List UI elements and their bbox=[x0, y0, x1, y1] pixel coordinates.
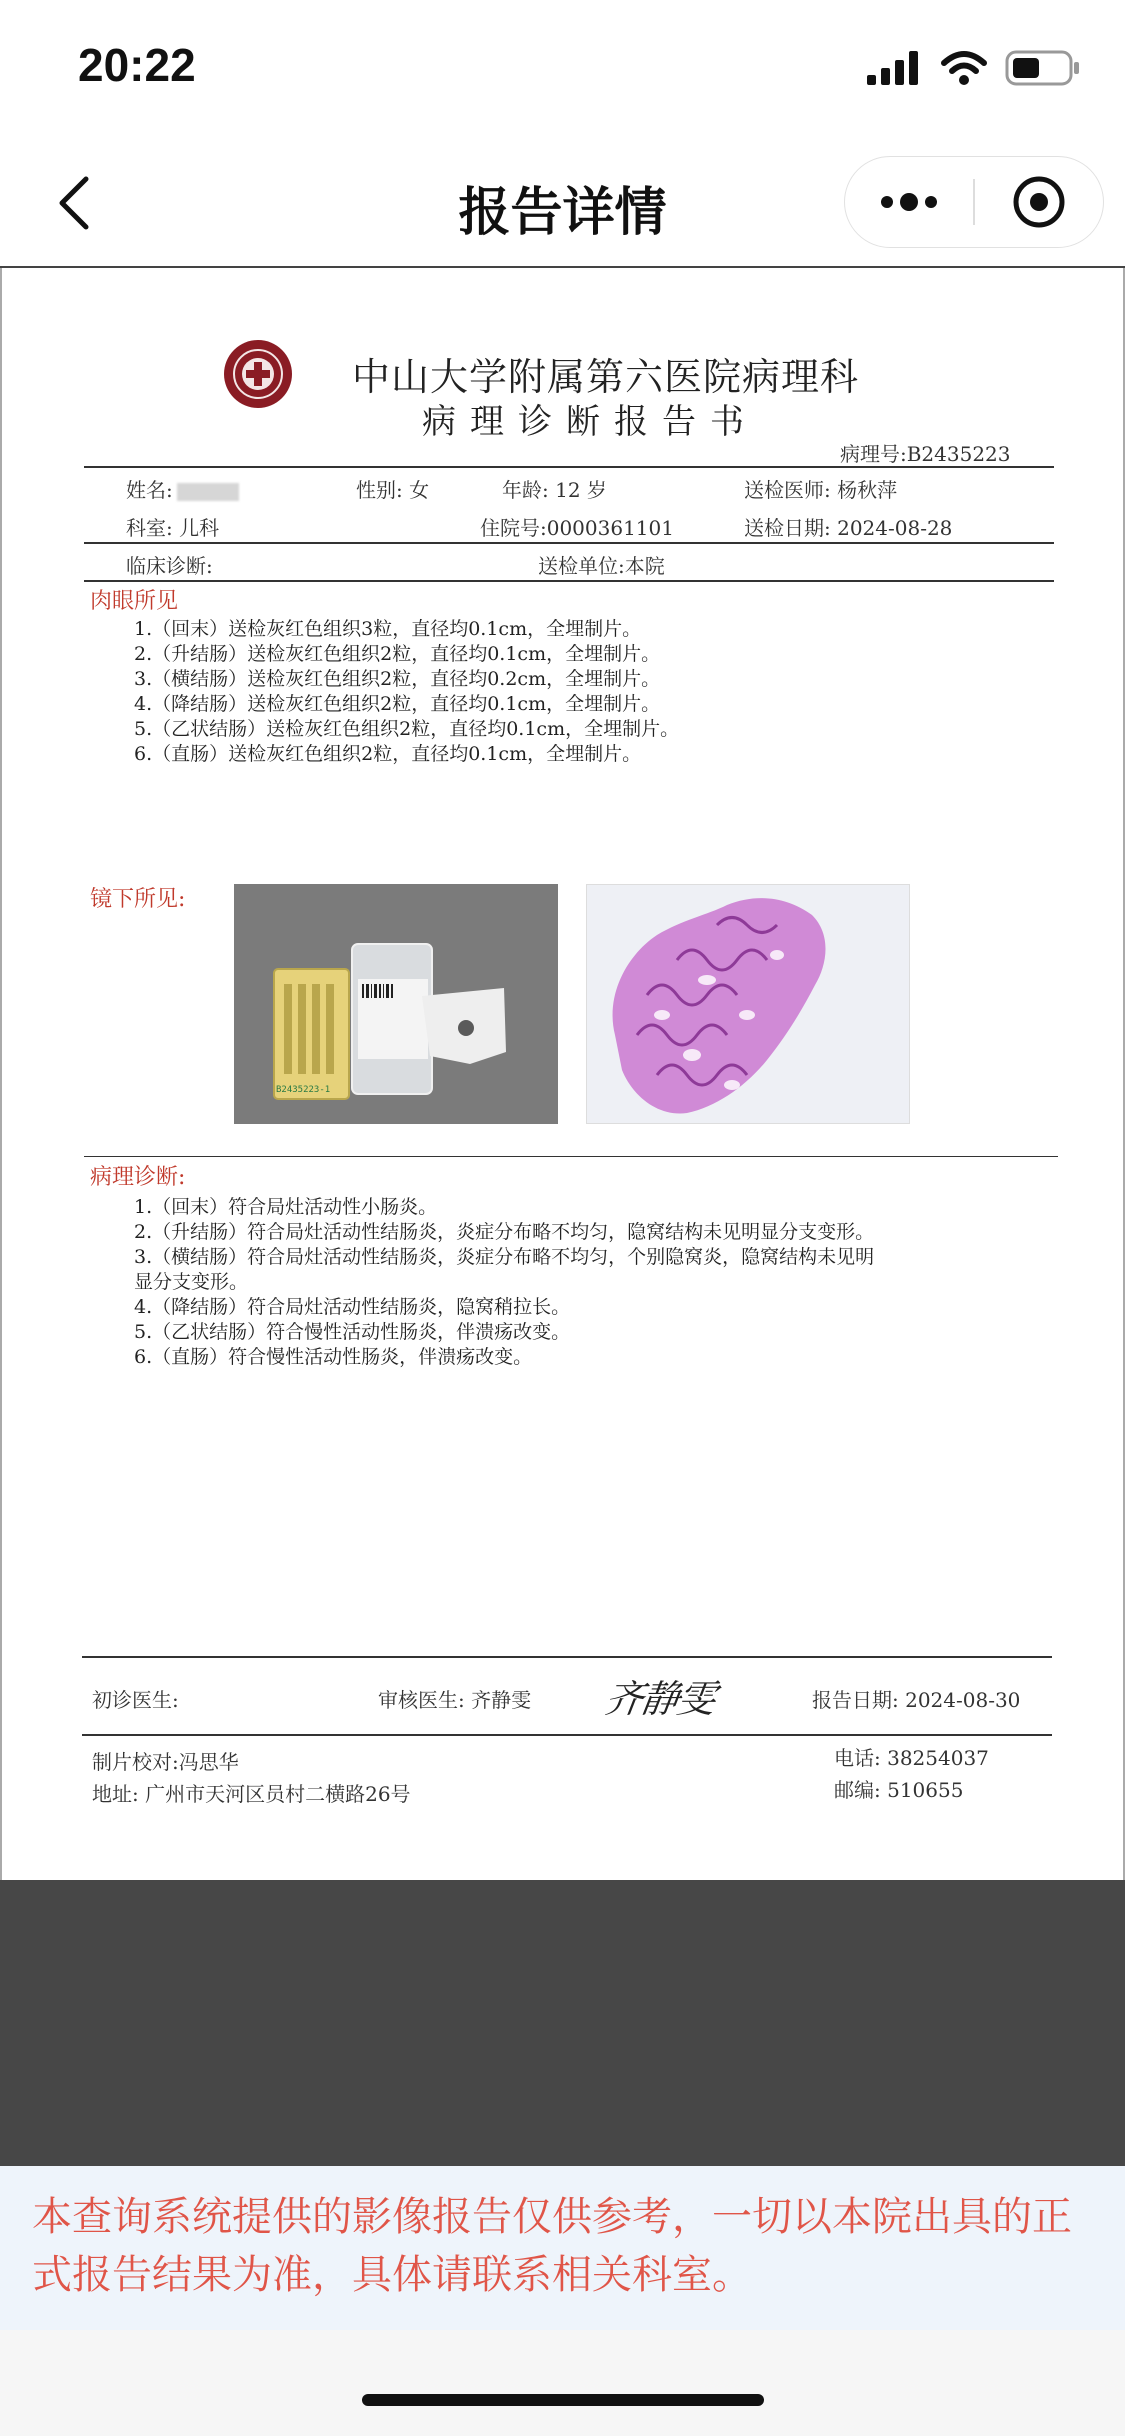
report-title: 病理诊断报告书 bbox=[422, 402, 758, 442]
patient-name-label: 姓名: bbox=[126, 478, 173, 502]
cassette-label: B2435223-1 bbox=[276, 1085, 331, 1095]
report-image[interactable] bbox=[0, 268, 1125, 1880]
disclaimer-text: 本查询系统提供的影像报告仅供参考，一切以本院出具的正式报告结果为准，具体请联系相关科室。 bbox=[32, 2194, 1072, 2298]
inpatient-number: 住院号:0000361101 bbox=[480, 516, 674, 540]
divider-line bbox=[84, 1156, 1058, 1157]
proofreader: 制片校对:冯思华 bbox=[92, 1750, 239, 1774]
gross-item: 2.（升结肠）送检灰红色组织2粒，直径均0.1cm，全埋制片。 bbox=[134, 643, 661, 665]
divider-line bbox=[84, 466, 1054, 468]
diagnosis-title: 病理诊断: bbox=[90, 1165, 186, 1190]
phone: 电话: 38254037 bbox=[834, 1746, 989, 1770]
divider-line bbox=[84, 580, 1054, 582]
disclaimer-banner bbox=[0, 2166, 1125, 2330]
specimen-photo bbox=[234, 884, 558, 1124]
gross-item: 5.（乙状结肠）送检灰红色组织2粒，直径均0.1cm，全埋制片。 bbox=[134, 718, 680, 740]
review-doctor: 审核医生: 齐静雯 bbox=[378, 1688, 532, 1712]
patient-sex: 性别: 女 bbox=[356, 478, 430, 502]
gross-item: 4.（降结肠）送检灰红色组织2粒，直径均0.1cm，全埋制片。 bbox=[134, 693, 661, 715]
diagnosis-item: 显分支变形。 bbox=[134, 1271, 249, 1293]
submit-date: 送检日期: 2024-08-28 bbox=[744, 516, 953, 540]
gross-item: 6.（直肠）送检灰红色组织2粒，直径均0.1cm，全埋制片。 bbox=[134, 743, 642, 765]
address: 地址: 广州市天河区员村二横路26号 bbox=[92, 1782, 411, 1806]
postcode: 邮编: 510655 bbox=[834, 1778, 964, 1802]
gross-item: 1.（回末）送检灰红色组织3粒，直径均0.1cm，全埋制片。 bbox=[134, 618, 642, 640]
divider-line bbox=[82, 1734, 1052, 1736]
report-date: 报告日期: 2024-08-30 bbox=[812, 1688, 1021, 1712]
doctor-signature: 齐静雯 bbox=[602, 1677, 717, 1721]
viewer-background bbox=[0, 1880, 1125, 2166]
close-button[interactable] bbox=[975, 157, 1103, 247]
mini-program-capsule bbox=[844, 156, 1104, 248]
report-paper bbox=[2, 268, 1125, 1880]
microscope-image bbox=[586, 884, 910, 1124]
nav-bar bbox=[0, 140, 1125, 269]
first-doctor: 初诊医生: bbox=[92, 1688, 179, 1712]
page-title: 报告详情 bbox=[458, 183, 667, 243]
submit-unit: 送检单位:本院 bbox=[538, 554, 665, 578]
patient-name bbox=[126, 474, 239, 503]
more-icon bbox=[879, 192, 939, 212]
status-icons bbox=[867, 50, 1081, 90]
department: 科室: 儿科 bbox=[126, 516, 220, 540]
battery-icon bbox=[1005, 50, 1081, 90]
gross-findings-title: 肉眼所见 bbox=[90, 589, 179, 614]
redacted-name bbox=[177, 483, 239, 501]
more-button[interactable] bbox=[845, 157, 973, 247]
diagnosis-item: 3.（横结肠）符合局灶活动性结肠炎，炎症分布略不均匀，个别隐窝炎，隐窝结构未见明 bbox=[134, 1246, 875, 1268]
diagnosis-item: 5.（乙状结肠）符合慢性活动性肠炎，伴溃疡改变。 bbox=[134, 1321, 571, 1343]
status-time: 20:22 bbox=[78, 39, 196, 91]
diagnosis-item: 1.（回末）符合局灶活动性小肠炎。 bbox=[134, 1196, 438, 1218]
microscopic-findings-title: 镜下所见: bbox=[90, 887, 186, 912]
clinical-diagnosis: 临床诊断: bbox=[126, 554, 213, 578]
diagnosis-item: 6.（直肠）符合慢性活动性肠炎，伴溃疡改变。 bbox=[134, 1346, 533, 1368]
pathology-number: 病理号:B2435223 bbox=[840, 442, 1011, 466]
wifi-icon bbox=[941, 51, 987, 89]
home-indicator[interactable] bbox=[362, 2394, 764, 2406]
diagnosis-item: 2.（升结肠）符合局灶活动性结肠炎，炎症分布略不均匀，隐窝结构未见明显分支变形。 bbox=[134, 1221, 875, 1243]
hospital-logo bbox=[224, 340, 292, 408]
close-target-icon bbox=[1011, 174, 1067, 230]
gross-item: 3.（横结肠）送检灰红色组织2粒，直径均0.2cm，全埋制片。 bbox=[134, 668, 661, 690]
diagnosis-item: 4.（降结肠）符合局灶活动性结肠炎，隐窝稍拉长。 bbox=[134, 1296, 571, 1318]
submitting-doctor: 送检医师: 杨秋萍 bbox=[744, 478, 898, 502]
status-bar bbox=[0, 0, 1125, 140]
divider-line bbox=[82, 1656, 1052, 1658]
signal-icon bbox=[867, 51, 923, 89]
hospital-name: 中山大学附属第六医院病理科 bbox=[352, 355, 860, 399]
divider-line bbox=[84, 542, 1054, 544]
patient-age: 年龄: 12 岁 bbox=[502, 478, 607, 502]
